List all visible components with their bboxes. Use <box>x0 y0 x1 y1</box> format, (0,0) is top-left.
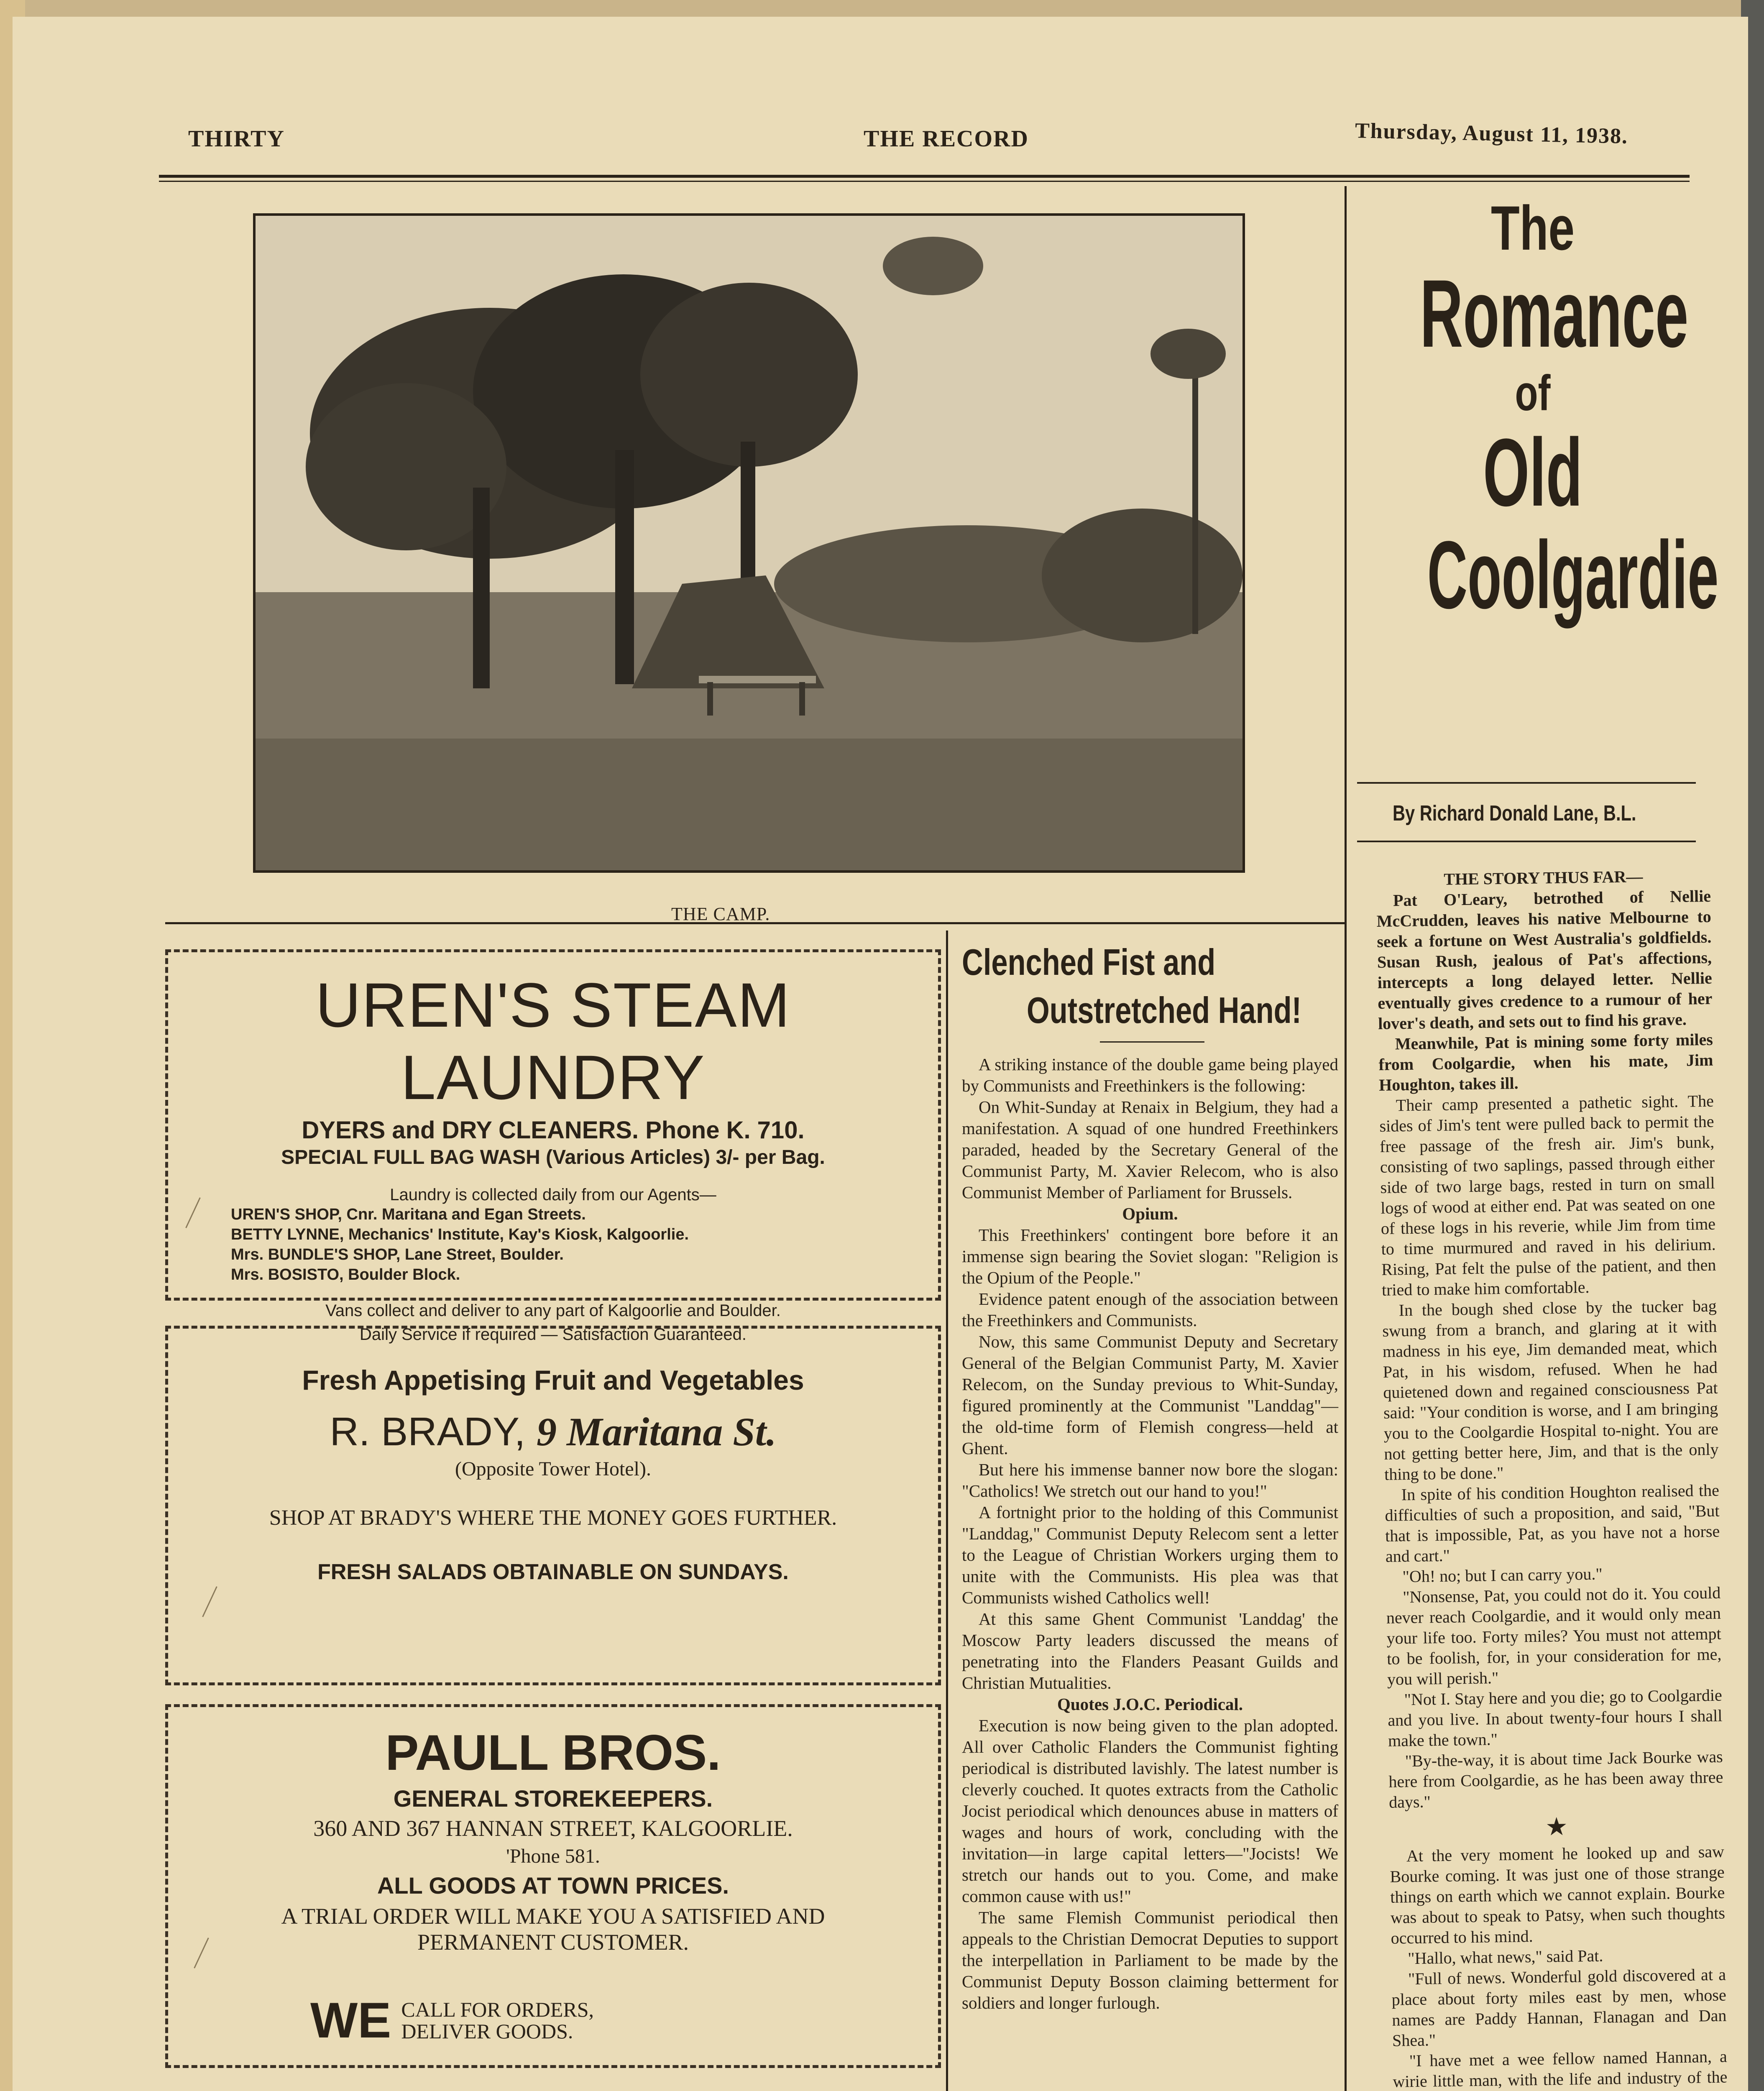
uren-line1: DYERS and DRY CLEANERS. Phone K. 710. <box>302 1117 805 1144</box>
brady-line1: SHOP AT BRADY'S WHERE THE MONEY GOES FURTHER. <box>269 1506 837 1530</box>
brady-name-row <box>168 1408 938 1455</box>
brady-line2: FRESH SALADS OBTAINABLE ON SUNDAYS. <box>317 1560 789 1584</box>
star-icon: ★ <box>1545 1812 1568 1841</box>
uren-agents <box>231 1204 938 1285</box>
paull-title: PAULL BROS. <box>385 1725 721 1781</box>
clenched-head-rule <box>1100 1041 1204 1043</box>
brady-sub: (Opposite Tower Hotel). <box>455 1458 651 1480</box>
clenched-para: The same Flemish Communist periodical then appeals to the Christian Democrat Deputies to support the interpellation in Parliament to be made by the Communist Deputy Bosson claiming betterment for soldiers and longer furlough. <box>962 1908 1338 2012</box>
romance-para: "Hallo, what news," said Pat. <box>1408 1946 1603 1968</box>
clenched-para: Execution is now being given to the plan adopted. All over Catholic Flanders the Communist fighting periodical is distributed lavishly. The latest number is cleverly couched. It quotes extracts from the Catholic Jocist periodical which denounces abuse in matters of wages and hours of work, concluding with the invitation—in large capital letters—"Jocists! We stretch our hands out to you. Come, and make common cause with us!" <box>962 1716 1338 1906</box>
romance-title-block <box>1351 193 1719 629</box>
paull-line4: ALL GOODS AT TOWN PRICES. <box>377 1872 729 1899</box>
brady-address: 9 Maritana St. <box>536 1409 777 1454</box>
clenched-subhead-1: Opium. <box>1122 1204 1178 1223</box>
uren-agent: Mrs. BOSISTO, Boulder Block. <box>231 1266 460 1283</box>
header-rule-thin <box>159 181 1690 182</box>
paull-we2: DELIVER GOODS. <box>401 2019 573 2043</box>
uren-line2: SPECIAL FULL BAG WASH (Various Articles) 3/- per Bag. <box>281 1146 825 1168</box>
clenched-para: A striking instance of the double game being played by Communists and Freethinkers is the following: <box>962 1055 1338 1095</box>
romance-t4: Old <box>1483 419 1582 526</box>
romance-para: In the bough shed close by the tucker bag swung from a branch, and glaring at it with madness in his eye, Jim demanded meat, which Pat, in his wisdom, refused. When he had quietened down and regained consciousness Pat said: "Your condition is worse, and I am bringing you to the Coolgardie Hospital to-night. You are not getting better here, Jim, and that is the only thing to be done." <box>1382 1296 1719 1484</box>
clenched-subhead-2: Quotes J.O.C. Periodical. <box>1057 1695 1243 1714</box>
clenched-para: Evidence patent enough of the association between the Freethinkers and Communists. <box>962 1289 1338 1330</box>
paull-we: WE <box>310 1992 391 2048</box>
issue-date: Thursday, August 11, 1938. <box>1355 119 1629 148</box>
column-divider-mid <box>946 930 948 2091</box>
paull-bros-ad <box>165 1704 941 2068</box>
clenched-para: This Freethinkers' contingent bore before it an immense sign bearing the Soviet slogan: "Religion is the Opium of the People." <box>962 1225 1338 1287</box>
romance-para: "Not I. Stay here and you die; go to Coolgardie and you live. In about twenty-four hours I shall make the town." <box>1388 1685 1723 1750</box>
clenched-headline-1: Clenched Fist and <box>962 941 1216 983</box>
paull-line2: 360 AND 367 HANNAN STREET, KALGOORLIE. <box>313 1816 793 1841</box>
uren-laundry-ad <box>165 949 941 1344</box>
romance-t2: Romance <box>1420 260 1689 367</box>
clenched-para: On Whit-Sunday at Renaix in Belgium, they had a manifestation. A squad of one hundred Freethinkers paraded, headed by the Secretary General of the Communist Party, M. Xavier Relecom, who is also Communist Member of Parliament for Brussels. <box>962 1097 1338 1202</box>
uren-line3: Laundry is collected daily from our Agents— <box>390 1186 716 1204</box>
photo-caption: THE CAMP. <box>671 904 770 924</box>
paull-we-block <box>310 1991 594 2049</box>
brady-ad <box>165 1326 941 1685</box>
romance-para: Their camp presented a pathetic sight. The sides of Jim's tent were pulled back to permit the free passage of the fresh air. Jim's bunk, consisting of two saplings, passed through either side of two large bags, rested in turn on small logs of wood at either end. Pat was seated on one of these logs in his reverie, while Jim from time to time murmured and raved in his delirium. Rising, Pat felt the pulse of the patient, and then tried to make him comfortable. <box>1379 1091 1716 1299</box>
paull-we-text <box>401 1999 594 2042</box>
romance-t3: of <box>1515 365 1551 421</box>
paull-line3: 'Phone 581. <box>506 1845 600 1867</box>
uren-agent: UREN'S SHOP, Cnr. Maritana and Egan Streets. <box>231 1206 586 1223</box>
page-number: THIRTY <box>188 126 285 152</box>
romance-para: "Full of news. Wonderful gold discovered at a place about forty miles east by men, whose names are Paddy Hannan, Flanagan and Dan Shea." <box>1391 1965 1727 2050</box>
paull-line5: A TRIAL ORDER WILL MAKE YOU A SATISFIED AND PERMANENT CUSTOMER. <box>281 1904 825 1955</box>
romance-t1: The <box>1490 193 1575 263</box>
romance-para: "Nonsense, Pat, you could not do it. You could never reach Coolgardie, and it would only mean your life too. Forty miles? You must not attempt to be foolish, for, in your consideration for me, you will perish." <box>1386 1583 1722 1689</box>
brady-name: R. BRADY, <box>330 1409 526 1454</box>
uren-agent: Mrs. BUNDLE'S SHOP, Lane Street, Boulder. <box>231 1246 564 1263</box>
paper-title: THE RECORD <box>864 126 1029 152</box>
uren-agent: BETTY LYNNE, Mechanics' Institute, Kay's Kiosk, Kalgoorlie. <box>231 1226 689 1243</box>
column-divider-right <box>1345 186 1347 2091</box>
romance-para: "By-the-way, it is about time Jack Bourke was here from Coolgardie, as he has been away three days." <box>1388 1747 1723 1812</box>
header-rule <box>159 175 1690 178</box>
romance-byline: By Richard Donald Lane, B.L. <box>1393 801 1636 826</box>
romance-body <box>1376 865 1730 2091</box>
romance-story: Pat O'Leary, betrothed of Nellie McCrudden, leaves his native Melbourne to seek a fortune on West Australia's goldfields. Susan Rush, jealous of Pat's affections, intercepts a long delayed letter. Nellie eventually gives credence to a rumour of her lover's death, and sets out to find his grave. <box>1376 886 1713 1033</box>
romance-t5: Coolgardie <box>1427 521 1719 629</box>
romance-para: At the very moment he looked up and saw Bourke coming. It was just one of those strange things on earth which we cannot explain. Bourke was about to speak to Patsy, when such thoughts occurred to his mind. <box>1390 1842 1726 1948</box>
paull-we1: CALL FOR ORDERS, <box>401 1998 594 2021</box>
romance-rule-bottom <box>1357 841 1696 842</box>
uren-title: UREN'S STEAM LAUNDRY <box>315 970 791 1112</box>
camp-photo-illustration <box>256 216 1242 870</box>
uren-line4: Vans collect and deliver to any part of Kalgoorlie and Boulder. <box>325 1301 781 1320</box>
clenched-para: A fortnight prior to the holding of this Communist "Landdag," Communist Deputy Relecom sent a letter to the League of Christian Workers urging them to unite with the Communists. His plea was that Communists wished Catholics well! <box>962 1503 1338 1607</box>
romance-para: "Oh! no; but I can carry you." <box>1402 1564 1603 1586</box>
uren-line5: Daily Service if required — Satisfaction Guaranteed. <box>360 1325 747 1344</box>
paull-line1: GENERAL STOREKEEPERS. <box>393 1785 713 1812</box>
brady-title: Fresh Appetising Fruit and Vegetables <box>302 1365 804 1396</box>
camp-photo <box>253 213 1245 873</box>
clenched-body <box>962 1054 1338 2014</box>
clenched-para: But here his immense banner now bore the slogan: "Catholics! We stretch out our hand to you!" <box>962 1460 1338 1501</box>
romance-story2: Meanwhile, Pat is mining some forty miles from Coolgardie, when his mate, Jim Houghton, takes ill. <box>1378 1030 1713 1094</box>
romance-para: "I have met a wee fellow named Hannan, a wirie little man, with the life and industry of the <box>1393 2047 1728 2091</box>
clenched-para: Now, this same Communist Deputy and Secretary General of the Belgian Communist Party, M. Xavier Relecom, on the Sunday previous to Whit-Sunday, figured prominently at the Communist "Landdag"—the old-time form of Flemish congress—held at Ghent. <box>962 1332 1338 1458</box>
romance-story-head: THE STORY THUS FAR— <box>1443 867 1643 889</box>
clenched-para: At this same Ghent Communist 'Landdag' the Moscow Party leaders discussed the means of penetrating into the Flanders Peasant Guilds and Christian Mutualities. <box>962 1609 1338 1692</box>
romance-rule-top <box>1357 782 1696 784</box>
romance-para: In spite of his condition Houghton realised the difficulties of such a proposition, and said, "But that is impossible, Pat, as you have not a horse and cart." <box>1385 1480 1720 1566</box>
clenched-headline-2: Outstretched Hand! <box>1027 989 1302 1031</box>
